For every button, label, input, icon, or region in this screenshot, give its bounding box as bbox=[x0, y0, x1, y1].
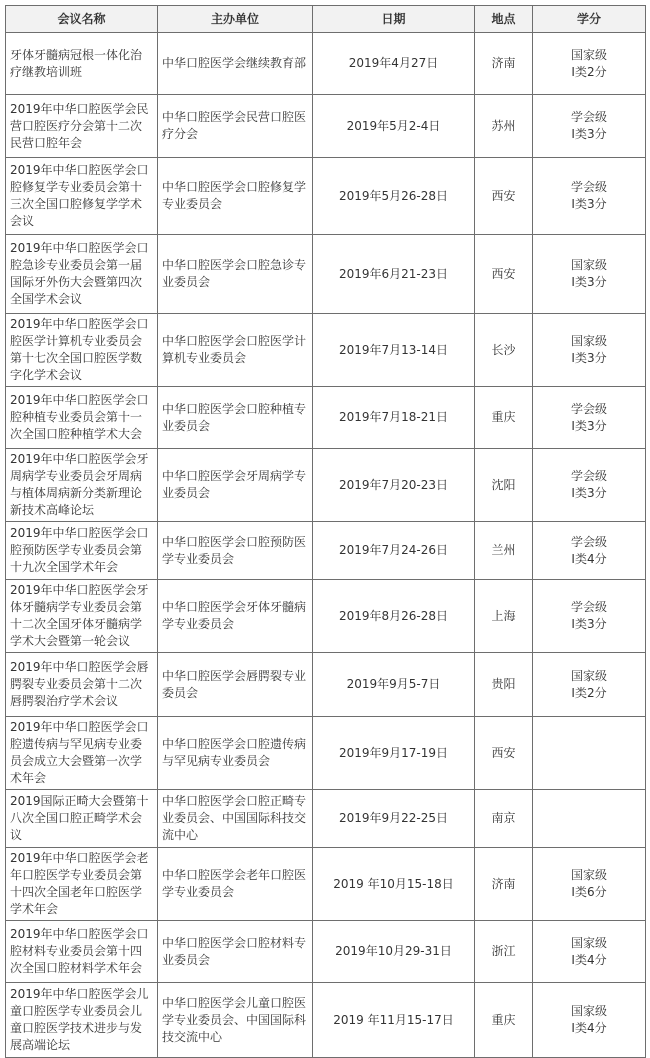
credit-cell bbox=[533, 522, 646, 580]
credit-level: 国家级 bbox=[570, 868, 607, 882]
date-cell: 2019年10月29-31日 bbox=[313, 921, 475, 983]
organizer-cell: 中华口腔医学会口腔材料专业委员会 bbox=[158, 921, 313, 983]
credit-level: 学会级 bbox=[570, 110, 607, 124]
credit-points: I类6分 bbox=[571, 885, 607, 899]
credit-cell bbox=[533, 717, 646, 790]
date-cell: 2019 年10月15-18日 bbox=[313, 848, 475, 921]
organizer-cell: 中华口腔医学会儿童口腔医学专业委员会、中国国际科技交流中心 bbox=[158, 983, 313, 1058]
organizer-cell: 中华口腔医学会民营口腔医疗分会 bbox=[158, 95, 313, 158]
organizer-cell: 中华口腔医学会口腔医学计算机专业委员会 bbox=[158, 314, 313, 387]
credit-points: I类3分 bbox=[571, 197, 607, 211]
credit-cell bbox=[533, 33, 646, 95]
credit-points: I类3分 bbox=[571, 351, 607, 365]
date-cell: 2019年6月21-23日 bbox=[313, 235, 475, 314]
organizer-cell: 中华口腔医学会继续教育部 bbox=[158, 33, 313, 95]
place-cell: 沈阳 bbox=[475, 449, 533, 522]
credit-cell bbox=[533, 580, 646, 653]
conference-name-cell: 2019年中华口腔医学会口腔种植专业委员会第十一次全国口腔种植学术大会 bbox=[6, 387, 158, 449]
table-row bbox=[6, 314, 646, 387]
place-cell: 苏州 bbox=[475, 95, 533, 158]
credit-points: I类3分 bbox=[571, 486, 607, 500]
credit-cell bbox=[533, 314, 646, 387]
conference-name-cell: 牙体牙髓病冠根一体化治疗继教培训班 bbox=[6, 33, 158, 95]
credit-cell bbox=[533, 848, 646, 921]
credit-cell bbox=[533, 387, 646, 449]
credit-level: 国家级 bbox=[570, 935, 607, 950]
credit-cell bbox=[533, 790, 646, 848]
date-cell: 2019年9月22-25日 bbox=[313, 790, 475, 848]
place-cell: 上海 bbox=[475, 580, 533, 653]
date-cell: 2019年5月26-28日 bbox=[313, 158, 475, 235]
conference-name-cell: 2019年中华口腔医学会口腔医学计算机专业委员会第十七次全国口腔医学数字化学术会议 bbox=[6, 314, 158, 387]
credit-points: I类2分 bbox=[571, 64, 607, 79]
table-row bbox=[6, 449, 646, 522]
credit-level: 学会级 bbox=[570, 600, 607, 614]
place-cell: 济南 bbox=[475, 848, 533, 921]
place-cell: 重庆 bbox=[475, 983, 533, 1058]
header-organizer: 主办单位 bbox=[158, 6, 313, 33]
credit-level: 国家级 bbox=[570, 258, 607, 272]
header-row bbox=[6, 6, 646, 33]
table-row bbox=[6, 522, 646, 580]
place-cell: 贵阳 bbox=[475, 653, 533, 717]
header-place: 地点 bbox=[475, 6, 533, 33]
organizer-cell: 中华口腔医学会牙体牙髓病学专业委员会 bbox=[158, 580, 313, 653]
credit-points: I类3分 bbox=[571, 127, 607, 141]
credit-points: I类2分 bbox=[571, 685, 607, 700]
table-row bbox=[6, 717, 646, 790]
credit-level: 学会级 bbox=[570, 180, 607, 194]
conference-name-cell: 2019年中华口腔医学会口腔遗传病与罕见病专业委员会成立大会暨第一次学术年会 bbox=[6, 717, 158, 790]
table-body bbox=[6, 33, 646, 1058]
date-cell: 2019年7月24-26日 bbox=[313, 522, 475, 580]
conference-name-cell: 2019年中华口腔医学会口腔材料专业委员会第十四次全国口腔材料学术年会 bbox=[6, 921, 158, 983]
table-row bbox=[6, 653, 646, 717]
date-cell: 2019 年11月15-17日 bbox=[313, 983, 475, 1058]
conference-name-cell: 2019年中华口腔医学会老年口腔医学专业委员会第十四次全国老年口腔医学学术年会 bbox=[6, 848, 158, 921]
credit-level: 学会级 bbox=[570, 534, 607, 549]
table-row bbox=[6, 921, 646, 983]
date-cell: 2019年9月5-7日 bbox=[313, 653, 475, 717]
header-date: 日期 bbox=[313, 6, 475, 33]
table-row bbox=[6, 33, 646, 95]
credit-points: I类4分 bbox=[571, 952, 607, 967]
credit-points: I类3分 bbox=[571, 418, 607, 433]
credit-cell bbox=[533, 449, 646, 522]
place-cell: 西安 bbox=[475, 717, 533, 790]
credit-points: I类4分 bbox=[571, 1021, 607, 1035]
table-header bbox=[6, 6, 646, 33]
conference-name-cell: 2019年中华口腔医学会口腔急诊专业委员会第一届国际牙外伤大会暨第四次全国学术会议 bbox=[6, 235, 158, 314]
date-cell: 2019年7月13-14日 bbox=[313, 314, 475, 387]
table-row bbox=[6, 983, 646, 1058]
credit-level: 学会级 bbox=[570, 401, 607, 416]
credit-level: 学会级 bbox=[570, 469, 607, 483]
credit-cell bbox=[533, 158, 646, 235]
organizer-cell: 中华口腔医学会牙周病学专业委员会 bbox=[158, 449, 313, 522]
header-name: 会议名称 bbox=[6, 6, 158, 33]
credit-cell bbox=[533, 95, 646, 158]
credit-level: 国家级 bbox=[570, 47, 607, 62]
credit-points: I类4分 bbox=[571, 551, 607, 566]
place-cell: 南京 bbox=[475, 790, 533, 848]
place-cell: 济南 bbox=[475, 33, 533, 95]
credit-cell bbox=[533, 653, 646, 717]
conference-name-cell: 2019年中华口腔医学会唇腭裂专业委员会第十二次唇腭裂治疗学术会议 bbox=[6, 653, 158, 717]
credit-level: 国家级 bbox=[570, 1004, 607, 1018]
organizer-cell: 中华口腔医学会老年口腔医学专业委员会 bbox=[158, 848, 313, 921]
organizer-cell: 中华口腔医学会唇腭裂专业委员会 bbox=[158, 653, 313, 717]
table-row bbox=[6, 235, 646, 314]
date-cell: 2019年4月27日 bbox=[313, 33, 475, 95]
table-row bbox=[6, 790, 646, 848]
organizer-cell: 中华口腔医学会口腔遗传病与罕见病专业委员会 bbox=[158, 717, 313, 790]
credit-level: 国家级 bbox=[570, 334, 607, 348]
date-cell: 2019年7月20-23日 bbox=[313, 449, 475, 522]
place-cell: 浙江 bbox=[475, 921, 533, 983]
conference-name-cell: 2019年中华口腔医学会牙体牙髓病学专业委员会第十二次全国牙体牙髓病学学术大会暨第一轮会议 bbox=[6, 580, 158, 653]
table-row bbox=[6, 95, 646, 158]
place-cell: 兰州 bbox=[475, 522, 533, 580]
table-row bbox=[6, 158, 646, 235]
table-row bbox=[6, 387, 646, 449]
conference-name-cell: 2019年中华口腔医学会儿童口腔医学专业委员会儿童口腔医学技术进步与发展高端论坛 bbox=[6, 983, 158, 1058]
credit-cell bbox=[533, 921, 646, 983]
credit-cell bbox=[533, 235, 646, 314]
organizer-cell: 中华口腔医学会口腔预防医学专业委员会 bbox=[158, 522, 313, 580]
conference-name-cell: 2019年中华口腔医学会民营口腔医疗分会第十二次民营口腔年会 bbox=[6, 95, 158, 158]
place-cell: 长沙 bbox=[475, 314, 533, 387]
header-credit: 学分 bbox=[533, 6, 646, 33]
table-row bbox=[6, 580, 646, 653]
organizer-cell: 中华口腔医学会口腔正畸专业委员会、中国国际科技交流中心 bbox=[158, 790, 313, 848]
date-cell: 2019年8月26-28日 bbox=[313, 580, 475, 653]
date-cell: 2019年5月2-4日 bbox=[313, 95, 475, 158]
credit-points: I类3分 bbox=[571, 275, 607, 289]
place-cell: 西安 bbox=[475, 235, 533, 314]
organizer-cell: 中华口腔医学会口腔急诊专业委员会 bbox=[158, 235, 313, 314]
conference-name-cell: 2019年中华口腔医学会口腔修复学专业委员会第十三次全国口腔修复学学术会议 bbox=[6, 158, 158, 235]
date-cell: 2019年9月17-19日 bbox=[313, 717, 475, 790]
organizer-cell: 中华口腔医学会口腔修复学专业委员会 bbox=[158, 158, 313, 235]
date-cell: 2019年7月18-21日 bbox=[313, 387, 475, 449]
place-cell: 重庆 bbox=[475, 387, 533, 449]
credit-points: I类3分 bbox=[571, 617, 607, 631]
conference-name-cell: 2019年中华口腔医学会牙周病学专业委员会牙周病与植体周病新分类新理论新技术高峰论坛 bbox=[6, 449, 158, 522]
credit-cell bbox=[533, 983, 646, 1058]
table-row bbox=[6, 848, 646, 921]
conference-table bbox=[5, 5, 646, 1058]
place-cell: 西安 bbox=[475, 158, 533, 235]
conference-name-cell: 2019年中华口腔医学会口腔预防医学专业委员会第十九次全国学术年会 bbox=[6, 522, 158, 580]
organizer-cell: 中华口腔医学会口腔种植专业委员会 bbox=[158, 387, 313, 449]
credit-level: 国家级 bbox=[570, 668, 607, 683]
conference-name-cell: 2019国际正畸大会暨第十八次全国口腔正畸学术会议 bbox=[6, 790, 158, 848]
